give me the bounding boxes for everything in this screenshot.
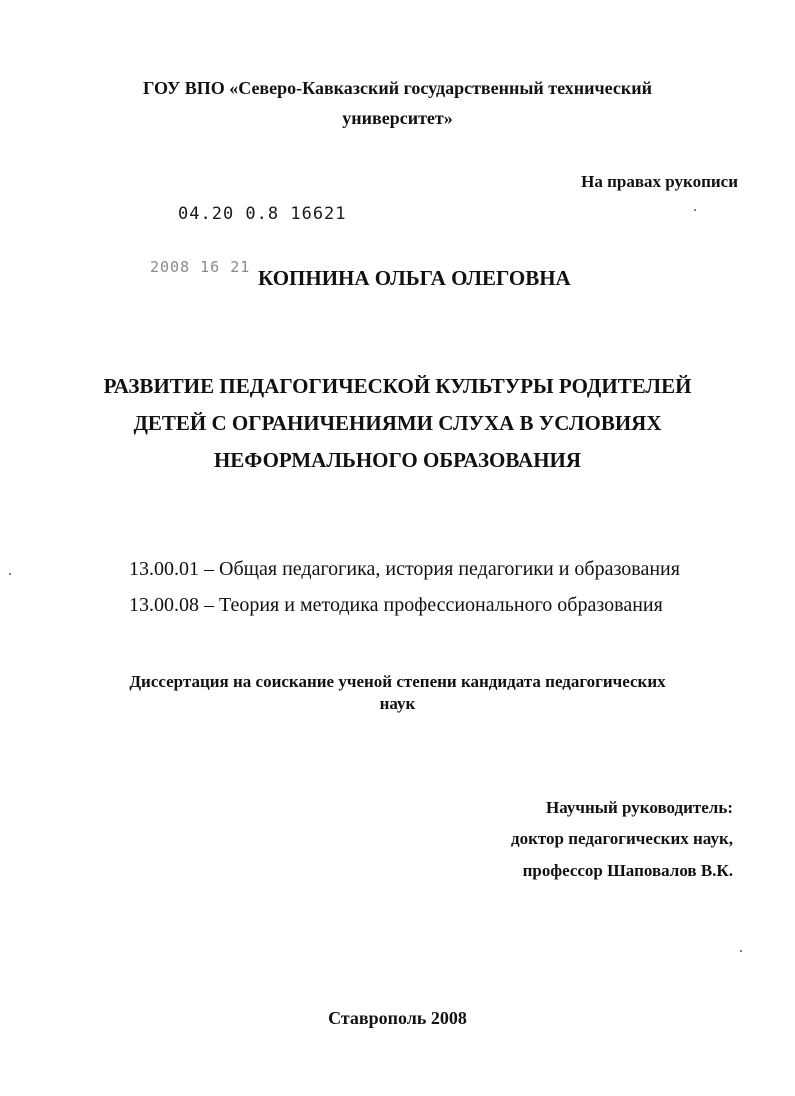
title-line-3: НЕФОРМАЛЬНОГО ОБРАЗОВАНИЯ (213, 448, 582, 472)
specialty-1: 13.00.01 – Общая педагогика, история педагогики и образования (129, 558, 680, 580)
scan-speck (740, 950, 742, 952)
specialty-2: 13.00.08 – Теория и методика профессионального образования (129, 594, 663, 616)
manuscript-rights: На правах рукописи (581, 172, 738, 191)
author-name: КОПНИНА ОЛЬГА ОЛЕГОВНА (258, 266, 571, 290)
scan-speck (9, 573, 11, 575)
institution-line-2: университет» (342, 108, 453, 128)
registration-stamp: 04.20 0.8 16621 (178, 204, 347, 224)
supervisor-degree: доктор педагогических наук, (511, 829, 733, 848)
registration-stamp-faint: 2008 16 21 (150, 258, 251, 276)
supervisor-name: профессор Шаповалов В.К. (522, 861, 733, 880)
institution-line-1: ГОУ ВПО «Северо-Кавказский государственный технический (143, 78, 652, 98)
dissertation-line-2: наук (379, 694, 416, 713)
city-year: Ставрополь 2008 (328, 1008, 467, 1028)
dissertation-line-1: Диссертация на соискание ученой степени кандидата педагогических (129, 672, 666, 691)
title-line-1: РАЗВИТИЕ ПЕДАГОГИЧЕСКОЙ КУЛЬТУРЫ РОДИТЕЛЕЙ (103, 374, 692, 398)
scan-speck (694, 209, 696, 211)
title-line-2: ДЕТЕЙ С ОГРАНИЧЕНИЯМИ СЛУХА В УСЛОВИЯХ (133, 411, 662, 435)
supervisor-label: Научный руководитель: (546, 798, 733, 817)
